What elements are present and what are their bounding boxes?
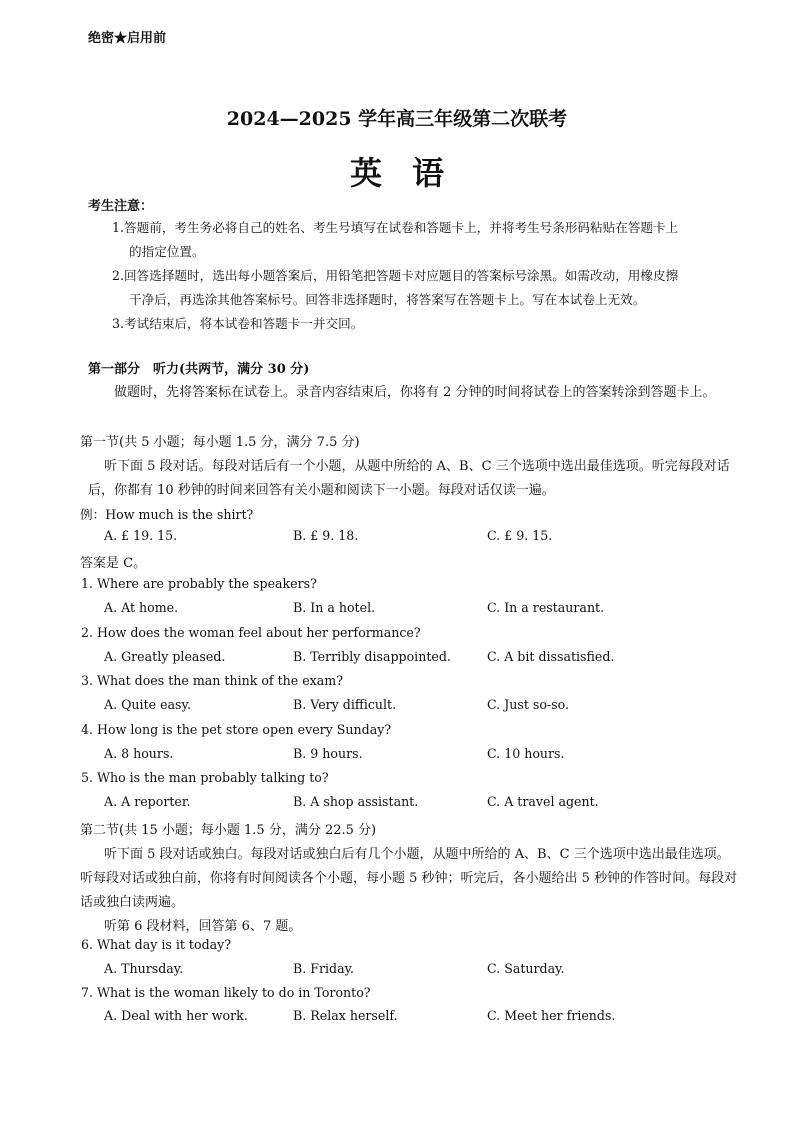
example-answer: 答案是 C。 xyxy=(80,556,147,571)
question-5-option-a: A. A reporter. xyxy=(104,794,191,809)
question-4-option-c: C. 10 hours. xyxy=(487,746,565,761)
question-5-option-b: B. A shop assistant. xyxy=(293,794,419,809)
question-1: 1. Where are probably the speakers? xyxy=(81,576,317,591)
section1-heading: 第一节(共 5 小题；每小题 1.5 分，满分 7.5 分) xyxy=(80,435,360,450)
question-6-option-c: C. Saturday. xyxy=(487,961,565,976)
example-option-b: B. £ 9. 18. xyxy=(293,528,359,543)
question-4: 4. How long is the pet store open every Sunday? xyxy=(81,722,392,737)
question-2-option-c: C. A bit dissatisfied. xyxy=(487,649,615,664)
question-3-option-c: C. Just so-so. xyxy=(487,697,570,712)
question-7-option-a: A. Deal with her work. xyxy=(104,1008,248,1023)
question-2-option-a: A. Greatly pleased. xyxy=(104,649,226,664)
section2-instruction: 听第 6 段材料，回答第 6、7 题。 xyxy=(104,919,302,934)
question-2-option-b: B. Terribly disappointed. xyxy=(293,649,451,664)
section2-heading: 第二节(共 15 小题；每小题 1.5 分，满分 22.5 分) xyxy=(80,823,377,838)
notice-item-1 xyxy=(112,216,742,264)
question-1-option-a: A. At home. xyxy=(104,600,179,615)
example-question: 例：How much is the shirt? xyxy=(80,507,254,522)
notice-item-number: 2. xyxy=(112,268,125,283)
question-4-option-a: A. 8 hours. xyxy=(104,746,174,761)
notice-item-text: 回答选择题时，选出每小题答案后，用铅笔把答题卡对应题目的答案标号涂黑。如需改动，用橡皮擦 xyxy=(124,268,679,283)
subject-title: 英语 xyxy=(349,154,474,192)
notice-item-text: 答题前，考生务必将自己的姓名、考生号填写在试卷和答题卡上，并将考生号条形码粘贴在答题卡上 xyxy=(124,220,679,235)
question-6: 6. What day is it today? xyxy=(81,937,231,952)
question-2: 2. How does the woman feel about her performance? xyxy=(81,625,421,640)
notice-item-3 xyxy=(112,312,363,336)
notice-item-number: 1. xyxy=(112,220,125,235)
confidential-label: 绝密★启用前 xyxy=(88,31,167,46)
notice-item-continuation: 的指定位置。 xyxy=(129,244,205,259)
notice-heading: 考生注意： xyxy=(88,199,154,214)
part1-heading: 第一部分 听力(共两节，满分 30 分) xyxy=(88,362,310,377)
example-option-c: C. £ 9. 15. xyxy=(487,528,553,543)
question-4-option-b: B. 9 hours. xyxy=(293,746,363,761)
question-3-option-a: A. Quite easy. xyxy=(104,697,191,712)
question-5: 5. Who is the man probably talking to? xyxy=(81,770,329,785)
section2-intro: 听下面 5 段对话或独白。每段对话或独白后有几个小题，从题中所给的 A、B、C 三个选项中选出最佳选项。听每段对话或独白前，你将有时间阅读各个小题，每小题 5 秒钟；听完后，各小题给出 5 秒钟的作答时间。每段对话或独白读两遍。 xyxy=(80,847,738,910)
question-7: 7. What is the woman likely to do in Toronto? xyxy=(81,985,371,1000)
notice-item-number: 3. xyxy=(112,316,125,331)
question-6-option-b: B. Friday. xyxy=(293,961,355,976)
question-5-option-c: C. A travel agent. xyxy=(487,794,599,809)
example-option-a: A. £ 19. 15. xyxy=(104,528,178,543)
question-6-option-a: A. Thursday. xyxy=(104,961,184,976)
notice-item-continuation: 干净后，再选涂其他答案标号。回答非选择题时，将答案写在答题卡上。写在本试卷上无效。 xyxy=(129,292,646,307)
question-1-option-c: C. In a restaurant. xyxy=(487,600,605,615)
question-1-option-b: B. In a hotel. xyxy=(293,600,376,615)
notice-item-2 xyxy=(112,264,742,312)
question-3: 3. What does the man think of the exam? xyxy=(81,673,343,688)
section1-intro: 听下面 5 段对话。每段对话后有一个小题，从题中所给的 A、B、C 三个选项中选出最佳选项。听完每段对话后，你都有 10 秒钟的时间来回答有关小题和阅读下一小题。每段对话仅读一遍。 xyxy=(88,459,730,498)
notice-item-text: 考试结束后，将本试卷和答题卡一并交回。 xyxy=(124,316,364,331)
question-3-option-b: B. Very difficult. xyxy=(293,697,397,712)
exam-title: 2024—2025 学年高三年级第二次联考 xyxy=(226,108,568,130)
question-7-option-b: B. Relax herself. xyxy=(293,1008,398,1023)
question-7-option-c: C. Meet her friends. xyxy=(487,1008,616,1023)
part1-intro: 做题时，先将答案标在试卷上。录音内容结束后，你将有 2 分钟的时间将试卷上的答案转涂到答题卡上。 xyxy=(114,385,716,400)
